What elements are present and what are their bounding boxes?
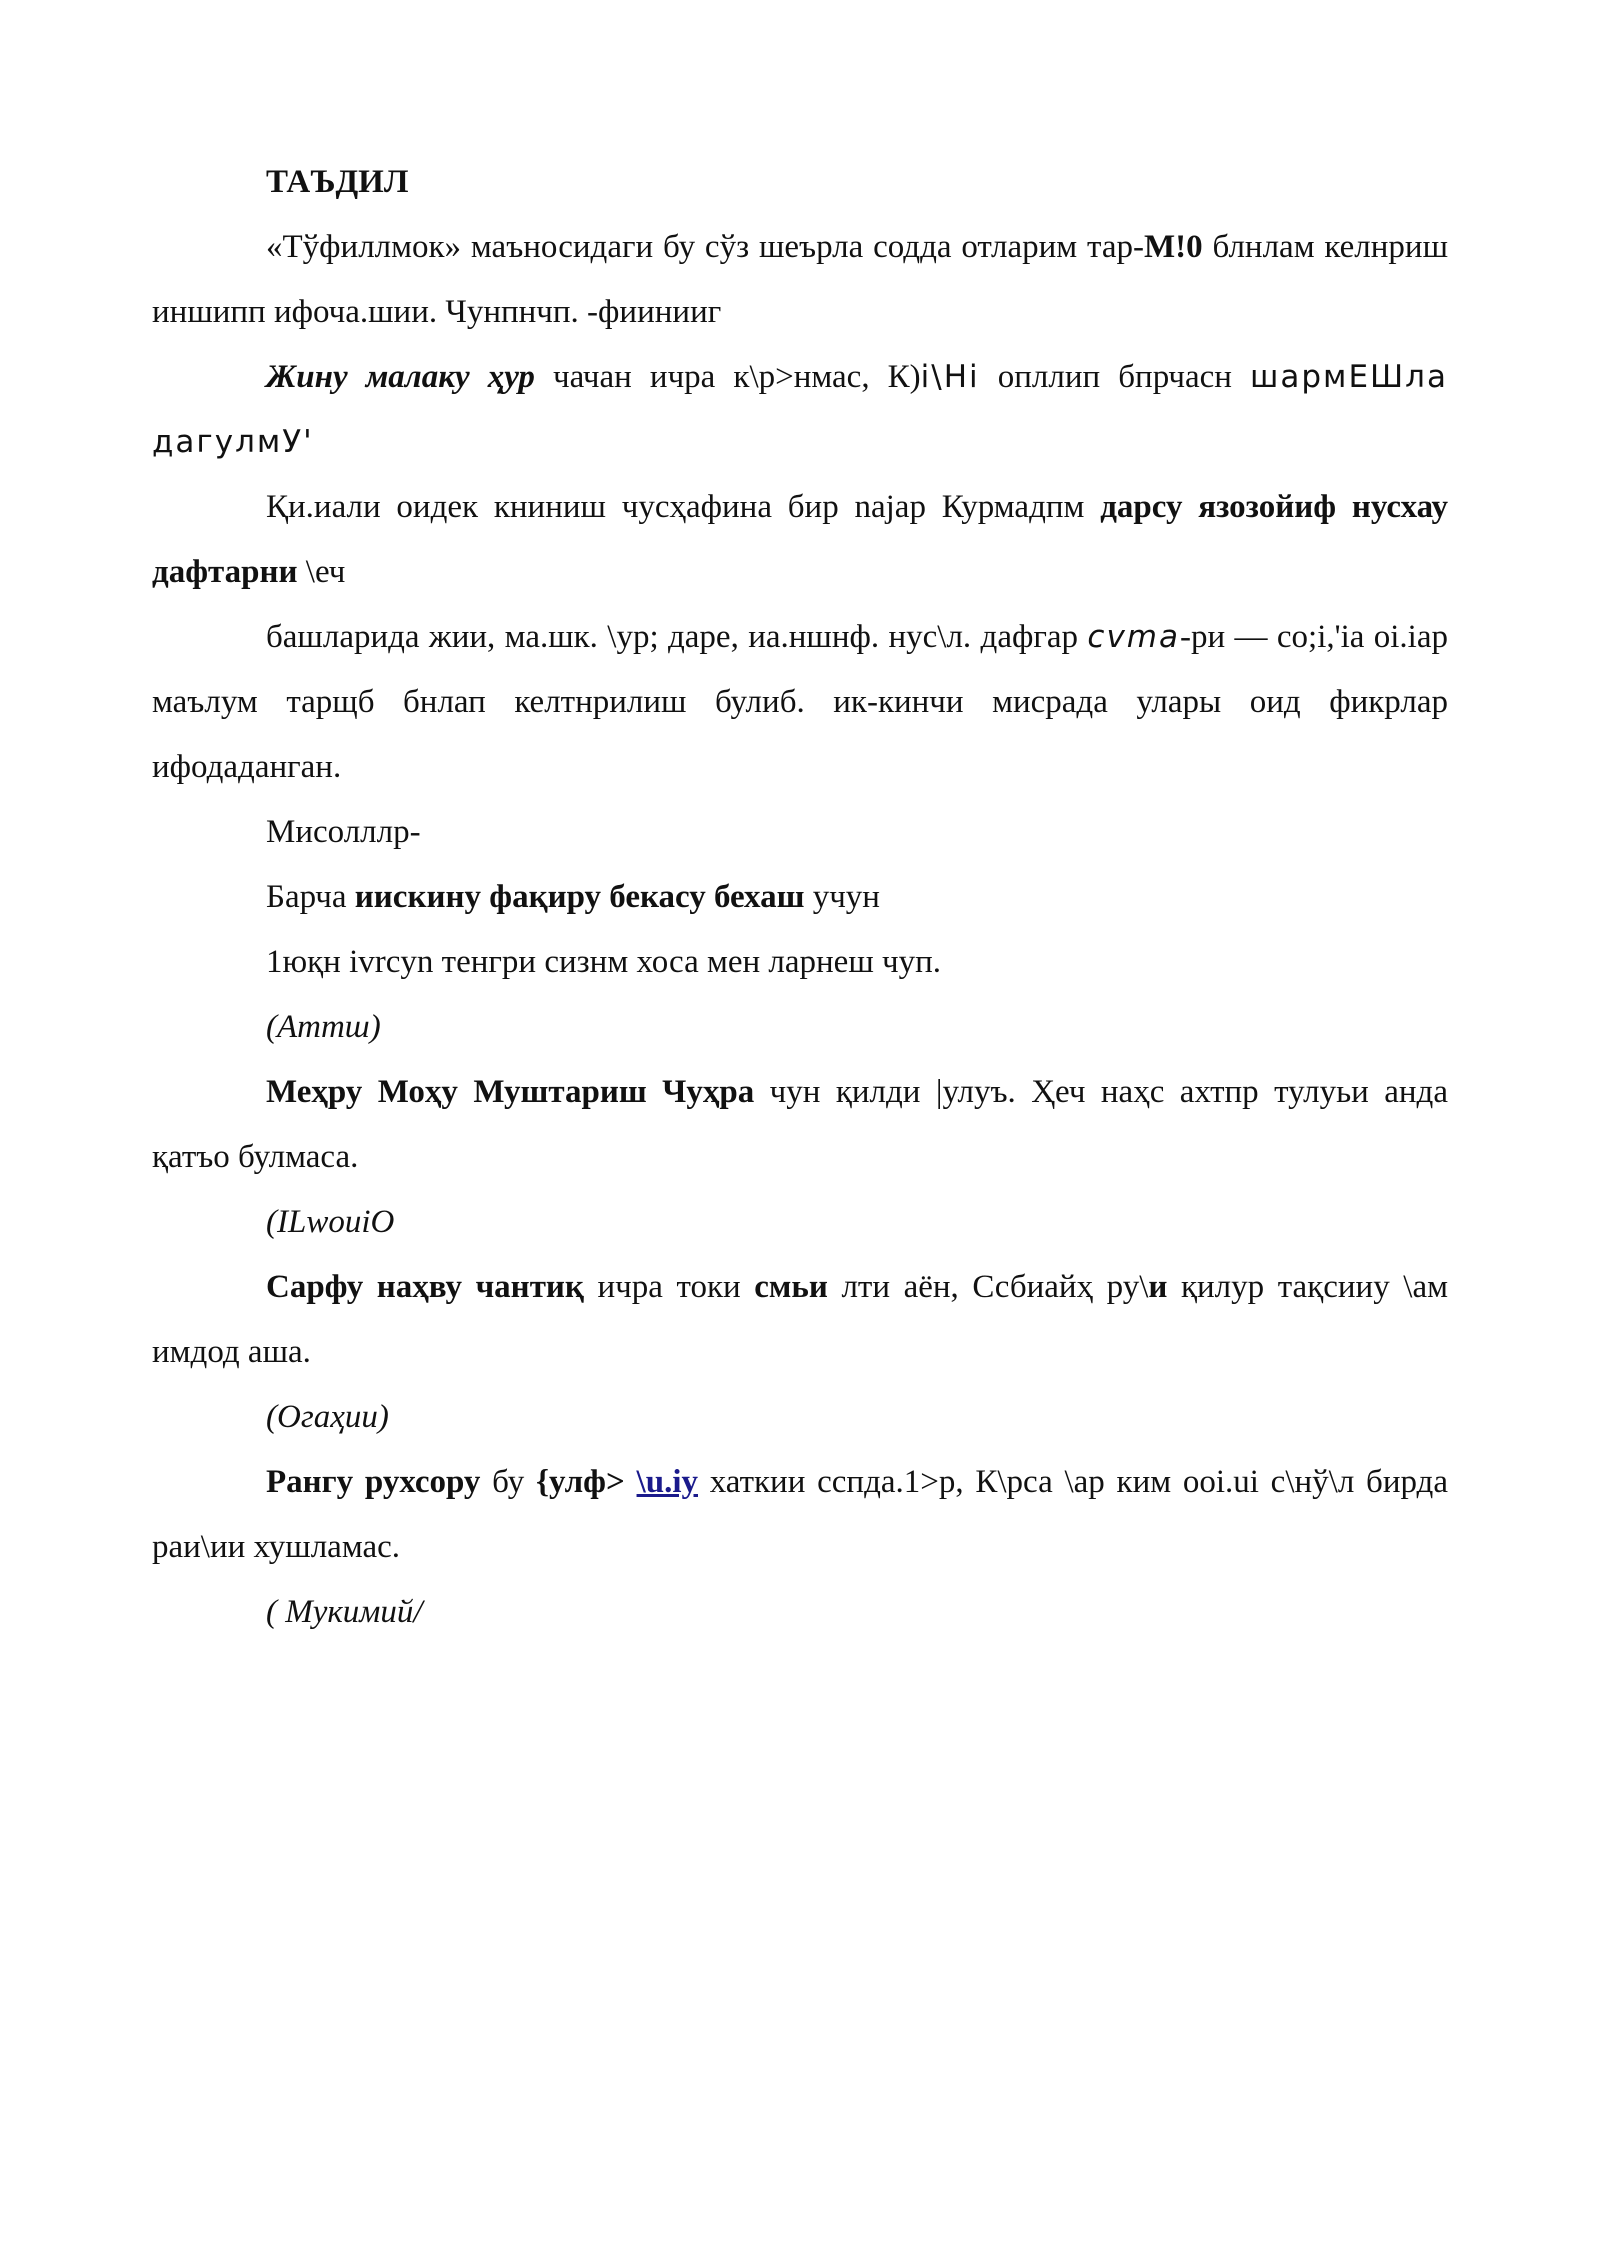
p6-text-a: Барча bbox=[266, 879, 355, 915]
p4-text-c: -ри — co;i,'ia oi.iap маълум тарщб бнлап келтнрилиш булиб. ик-кинчи мисрада улары оид фикрлар ифодаданган. bbox=[152, 619, 1448, 785]
p3-text-a: Қи.иали оидек книниш чусҳафина бир naјар Курмадпм bbox=[266, 489, 1101, 525]
p1-text-b: М!0 bbox=[1144, 229, 1203, 265]
paragraph-5 bbox=[152, 800, 1448, 865]
p11-bold-e: и bbox=[1148, 1269, 1168, 1305]
p9-bold: Меҳру Моҳу Муштариш Чуҳра bbox=[266, 1074, 755, 1110]
p2-text-d: опллип бпрчасн bbox=[979, 359, 1251, 395]
paragraph-4 bbox=[152, 605, 1448, 800]
attribution-3 bbox=[152, 1385, 1448, 1450]
p7-text: 1юқн ivrcyn тенгри сизнм хоса мен ларнеш чуп. bbox=[266, 944, 942, 980]
p3-text-c: \еч bbox=[297, 554, 346, 590]
heading-text: ТАЪДИЛ bbox=[266, 164, 409, 200]
attribution-2-text: (ILwouiO bbox=[266, 1204, 395, 1240]
paragraph-6 bbox=[152, 865, 1448, 930]
p6-bold: иискину фақиру бекасу бехаш bbox=[354, 879, 805, 915]
document-page bbox=[152, 150, 1448, 1645]
p1-text-c: блнлам келнриш иншипп ифоча.шии. Чунпнчп. -фиинииг bbox=[152, 229, 1448, 330]
paragraph-1 bbox=[152, 215, 1448, 345]
p4-italic: cvma bbox=[1087, 619, 1181, 655]
p11-text-d: лти аён, Ссбиайҳ ру\ bbox=[827, 1269, 1149, 1305]
p11-text-b: ичра токи bbox=[583, 1269, 755, 1305]
paragraph-9 bbox=[152, 1060, 1448, 1190]
p4-text-a: башларида жии, ма.шк. \ур; даре, иа.ншнф. нус\л. дафгар bbox=[266, 619, 1088, 655]
p11-bold-a: Сарфу наҳву чантиқ bbox=[266, 1269, 584, 1305]
p13-text-d bbox=[625, 1464, 637, 1500]
p11-bold-c: смьи bbox=[754, 1269, 828, 1305]
attribution-2 bbox=[152, 1190, 1448, 1255]
p2-bold-italic: Жину малаку ҳур bbox=[266, 359, 535, 395]
attribution-4 bbox=[152, 1580, 1448, 1645]
paragraph-3 bbox=[152, 475, 1448, 605]
p2-text-b: чачан ичра к\р>нмас, К) bbox=[534, 359, 921, 395]
attribution-3-text: (Огаҳии) bbox=[266, 1399, 389, 1435]
p6-text-c: учун bbox=[804, 879, 880, 915]
inline-link[interactable]: \u.iy bbox=[636, 1464, 698, 1500]
p13-text-b: бу bbox=[480, 1464, 536, 1500]
p3-bold: дарсу язозойиф нусхау дафтарни bbox=[152, 489, 1448, 590]
paragraph-11 bbox=[152, 1255, 1448, 1385]
p2-text-e: шармЕШла дагулмУ' bbox=[152, 359, 1448, 460]
attribution-4-text: ( Мукимий/ bbox=[266, 1594, 423, 1630]
p9-text-b: чун қилди |улуъ. Ҳеч наҳс ахтпр тулуьи анда қатъо булмаса. bbox=[152, 1074, 1448, 1175]
paragraph-13 bbox=[152, 1450, 1448, 1580]
p11-text-f: қилур тақсииу \ам имдод аша. bbox=[152, 1269, 1448, 1370]
paragraph-2 bbox=[152, 345, 1448, 475]
p13-bold-c: {улф> bbox=[535, 1464, 625, 1500]
p2-text-c: i\Hi bbox=[920, 359, 980, 395]
paragraph-7 bbox=[152, 930, 1448, 995]
p5-text: Мисолллр- bbox=[266, 814, 421, 850]
p13-bold-a: Рангу рухсору bbox=[266, 1464, 481, 1500]
p1-text-a: «Тўфиллмок» маъносидаги бу сўз шеърла содда отларим тар- bbox=[266, 229, 1144, 265]
attribution-1 bbox=[152, 995, 1448, 1060]
p13-text-e: хаткии сспда.1>р, К\рса \ар ким ooi.ui с\нў\л бирда раи\ии хушламас. bbox=[152, 1464, 1448, 1565]
attribution-1-text: (Аттш) bbox=[266, 1009, 381, 1045]
section-heading bbox=[152, 150, 1448, 215]
